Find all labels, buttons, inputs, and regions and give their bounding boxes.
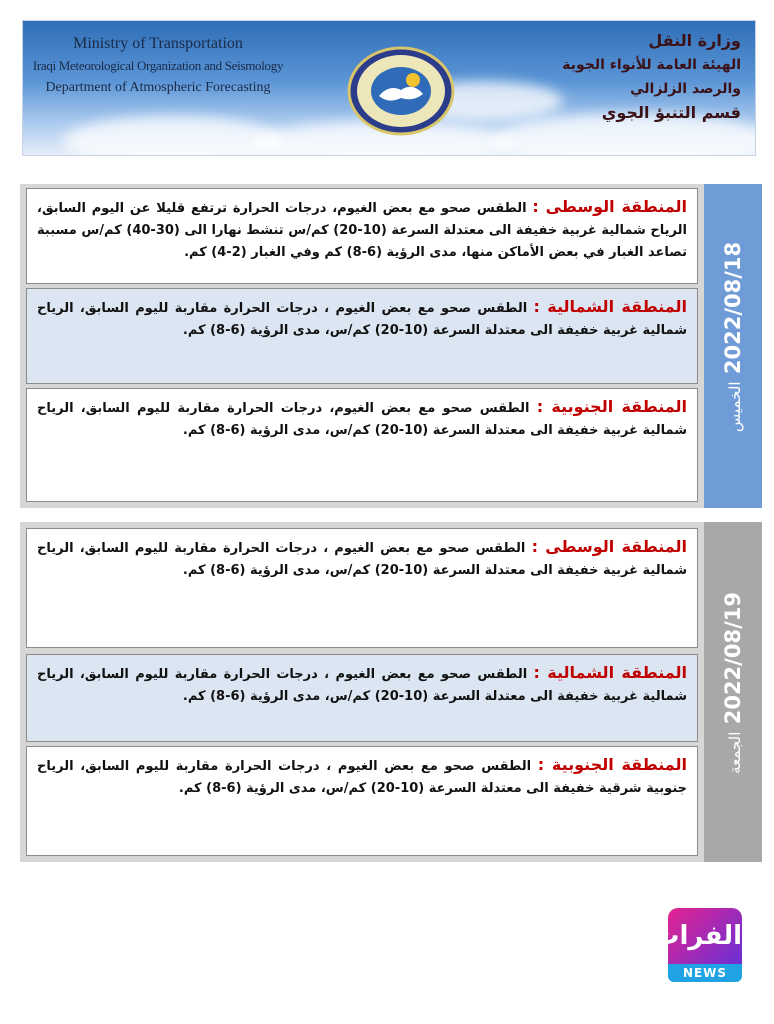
region-name-southern: المنطقة الجنوبية : bbox=[537, 755, 688, 774]
department-name-en: Department of Atmospheric Forecasting bbox=[45, 80, 271, 95]
region-forecast-text: الطقس صحو مع بعض الغيوم ، درجات الحرارة مقاربة لليوم السابق، الرياح جنوبية شرقية خفيفة الى معتدلة السرعة (10-20) كم/س، مدى الرؤية (6-8) كم. bbox=[37, 759, 687, 796]
region-name-southern: المنطقة الجنوبية : bbox=[536, 397, 688, 416]
region-forecast-text: الطقس صحو مع بعض الغيوم ، درجات الحرارة مقاربة لليوم السابق، الرياح شمالية غربية خفيفة الى معتدلة السرعة (10-20) كم/س، مدى الرؤية (6-8) كم. bbox=[37, 541, 687, 578]
date-tab-day-1 bbox=[704, 184, 762, 508]
region-box-central-day-2 bbox=[26, 528, 698, 648]
department-name-ar: قسم التنبؤ الجوي bbox=[601, 103, 741, 122]
meteorological-seal-icon bbox=[347, 46, 455, 136]
date-day-1: 2022/08/18 bbox=[721, 241, 745, 375]
region-forecast-text: الطقس صحو مع بعض الغيوم ، درجات الحرارة مقاربة لليوم السابق، الرياح شمالية غربية خفيفة الى معتدلة السرعة (10-20) كم/س، مدى الرؤية (6-8) كم. bbox=[37, 301, 687, 338]
region-forecast-text: الطقس صحو مع بعض الغيوم، درجات الحرارة مقاربة لليوم السابق، الرياح شمالية غربية خفيفة الى معتدلة السرعة (10-20) كم/س، مدى الرؤية (6-8) كم. bbox=[37, 401, 687, 438]
date-tab-day-2 bbox=[704, 522, 762, 862]
news-label: NEWS bbox=[668, 964, 742, 982]
region-forecast-text: الطقس صحو مع بعض الغيوم ، درجات الحرارة مقاربة لليوم السابق، الرياح شمالية غربية خفيفة الى معتدلة السرعة (10-20) كم/س، مدى الرؤية (6-8) كم. bbox=[37, 667, 687, 704]
forecast-day-1 bbox=[20, 184, 762, 508]
news-brand-text: الفرات bbox=[668, 908, 742, 964]
header-arabic-titles bbox=[511, 29, 741, 125]
region-box-northern-day-2 bbox=[26, 654, 698, 742]
region-name-central: المنطقة الوسطى : bbox=[532, 197, 688, 216]
news-logo-icon bbox=[653, 908, 742, 982]
region-forecast-text: الطقس صحو مع بعض الغيوم، درجات الحرارة ترتفع قليلا عن اليوم السابق، الرياح شمالية غربية خفيفة الى معتدلة السرعة (10-20) كم/س تنشط نهارا الى (30-40) كم/س مسببة تصاعد الغبار في بعض الأماكن منها، مدى الرؤية (6-8) كم وفي الغبار (2-4) كم. bbox=[37, 201, 687, 260]
header-banner bbox=[22, 20, 756, 156]
region-box-northern-day-1 bbox=[26, 288, 698, 384]
header-english-titles bbox=[23, 33, 293, 99]
region-name-northern: المنطقة الشمالية : bbox=[533, 297, 687, 316]
organization-name-en: Iraqi Meteorological Organization and Seismology bbox=[32, 58, 284, 73]
region-name-central: المنطقة الوسطى : bbox=[531, 537, 688, 556]
weekday-day-1: الخميس bbox=[726, 381, 744, 433]
region-name-northern: المنطقة الشمالية : bbox=[533, 663, 687, 682]
date-day-2: 2022/08/19 bbox=[721, 592, 745, 725]
ministry-name-en: Ministry of Transportation bbox=[73, 35, 243, 52]
region-box-southern-day-1 bbox=[26, 388, 698, 502]
forecast-day-2 bbox=[20, 522, 762, 862]
organization-name-ar: الهيئة العامة للأنواء الجوية والرصد الزلزالي bbox=[562, 57, 741, 97]
region-box-central-day-1 bbox=[26, 188, 698, 284]
region-box-southern-day-2 bbox=[26, 746, 698, 856]
ministry-name-ar: وزارة النقل bbox=[648, 31, 741, 50]
weekday-day-2: الجمعة bbox=[726, 731, 744, 774]
